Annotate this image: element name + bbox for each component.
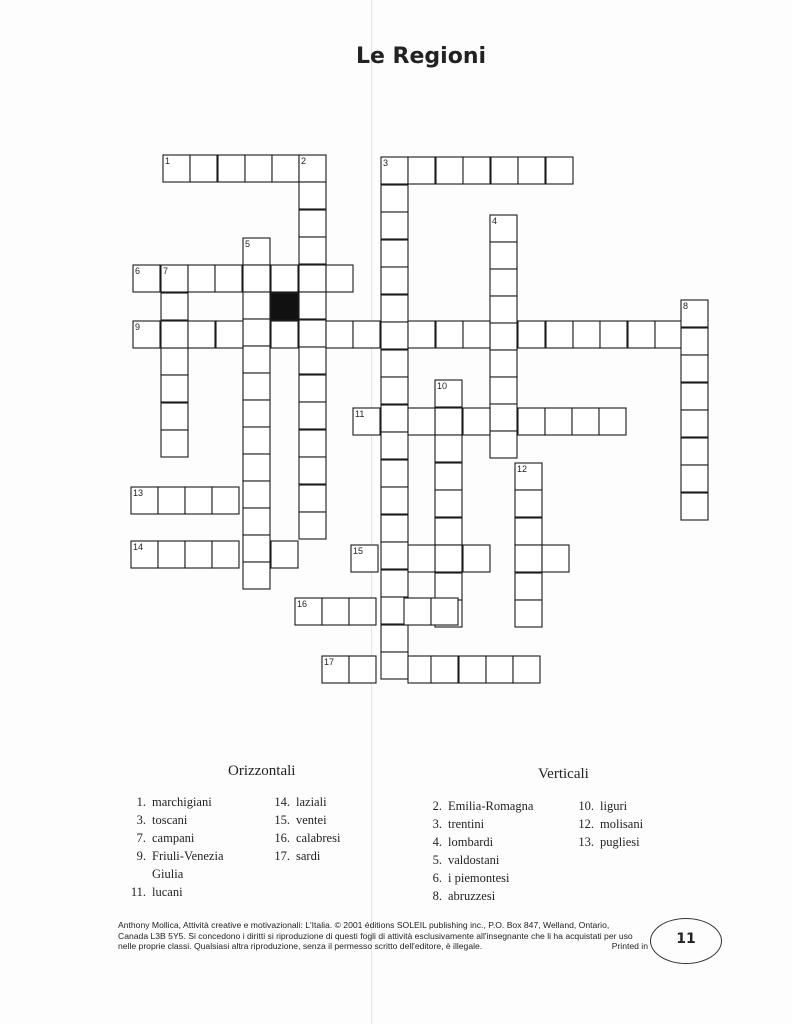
clue-number-label: 6. [432, 871, 442, 885]
grid-cell [655, 321, 682, 348]
grid-cell [681, 410, 708, 437]
grid-cell [161, 293, 188, 320]
grid-cell [212, 487, 239, 514]
page-title: Le Regioni [355, 44, 487, 69]
grid-cell [381, 322, 408, 349]
clue-number-label: 9. [136, 849, 146, 863]
orizzontali-clues-col1 [126, 793, 224, 901]
clue-answer: i piemontesi [448, 871, 510, 885]
verticali-clues-col1 [422, 797, 533, 905]
grid-cell [381, 350, 408, 377]
grid-cell [681, 493, 708, 520]
clue-answer: laziali [296, 795, 327, 809]
orizzontali-heading: Orizzontali [228, 763, 296, 779]
clue-number-label: 8. [432, 889, 442, 903]
grid-cell [381, 240, 408, 267]
grid-cell [599, 408, 626, 435]
grid-cell [515, 573, 542, 600]
verticali-clue [422, 833, 533, 851]
grid-cell [353, 321, 380, 348]
clue-number: 2 [301, 156, 307, 166]
grid-cell [490, 323, 517, 350]
clue-answer: Friuli-Venezia [152, 849, 224, 863]
grid-cell [299, 430, 326, 457]
clue-answer: campani [152, 831, 195, 845]
grid-cell [243, 481, 270, 508]
clue-number-label: 16. [274, 831, 290, 845]
grid-cell [243, 265, 270, 292]
grid-cell [381, 405, 408, 432]
grid-cell [436, 157, 463, 184]
grid-cell [271, 321, 298, 348]
grid-cell [436, 321, 463, 348]
grid-cell [245, 155, 272, 182]
verticali-clue [422, 797, 533, 815]
clue-answer: pugliesi [600, 835, 640, 849]
verticali-clue [574, 797, 643, 815]
clue-number: 15 [353, 546, 364, 556]
grid-cell [408, 545, 435, 572]
clue-number: 16 [297, 599, 308, 609]
grid-cell [490, 404, 517, 431]
grid-cell [681, 383, 708, 410]
grid-cell [491, 157, 518, 184]
grid-cell [381, 460, 408, 487]
orizzontali-clue [126, 793, 224, 811]
grid-cell [431, 598, 458, 625]
grid-cell [431, 656, 458, 683]
orizzontali-clue [126, 847, 224, 865]
grid-cell [490, 296, 517, 323]
grid-cell [218, 155, 245, 182]
clue-number: 1 [165, 156, 171, 166]
orizzontali-clue [126, 865, 224, 883]
grid-cell [542, 545, 569, 572]
grid-cell [435, 490, 462, 517]
verticali-clue [422, 851, 533, 869]
clue-number-label: 17. [274, 849, 290, 863]
grid-cell [322, 598, 349, 625]
clue-answer: lombardi [448, 835, 494, 849]
grid-cell [681, 438, 708, 465]
grid-cell [161, 375, 188, 402]
orizzontali-clues-col2 [270, 793, 340, 865]
grid-cell [243, 346, 270, 373]
grid-cell [299, 210, 326, 237]
grid-cell [326, 321, 353, 348]
clue-answer: abruzzesi [448, 889, 496, 903]
grid-cell [381, 267, 408, 294]
grid-cell [381, 432, 408, 459]
grid-cell [572, 408, 599, 435]
grid-cell [158, 487, 185, 514]
grid-cell [215, 265, 242, 292]
clue-number: 8 [683, 301, 689, 311]
clue-answer: valdostani [448, 853, 500, 867]
clue-answer: liguri [600, 799, 628, 813]
clue-answer: trentini [448, 817, 485, 831]
clue-answer: lucani [152, 885, 183, 899]
grid-cell [435, 545, 462, 572]
grid-cell [188, 265, 215, 292]
clue-number-label: 12. [578, 817, 594, 831]
verticali-clues-col2 [574, 797, 643, 851]
grid-cell [435, 573, 462, 600]
grid-cell [408, 408, 435, 435]
grid-cell [243, 400, 270, 427]
orizzontali-clue [270, 811, 340, 829]
grid-cell [161, 321, 188, 348]
copyright-footer [118, 920, 648, 952]
grid-cell [381, 295, 408, 322]
grid-cell [490, 269, 517, 296]
clue-number-label [126, 865, 152, 883]
orizzontali-clue [126, 811, 224, 829]
clue-number-label: 15. [274, 813, 290, 827]
clue-answer: sardi [296, 849, 321, 863]
grid-cell [515, 600, 542, 627]
grid-cell [271, 541, 298, 568]
grid-cell [600, 321, 627, 348]
grid-cell [243, 292, 270, 319]
clue-number-label: 13. [578, 835, 594, 849]
footer-printed-in: Printed in [611, 941, 648, 951]
clue-number: 11 [355, 409, 365, 419]
grid-cell [515, 490, 542, 517]
clue-number: 5 [245, 239, 251, 249]
verticali-clue [422, 887, 533, 905]
clue-answer: molisani [600, 817, 644, 831]
grid-cell [188, 321, 215, 348]
grid-cell [408, 321, 435, 348]
grid-cell [185, 487, 212, 514]
grid-cell [381, 625, 408, 652]
orizzontali-clue [270, 793, 340, 811]
grid-cell [299, 320, 326, 347]
grid-cell [381, 212, 408, 239]
grid-cell [681, 465, 708, 492]
grid-cell [299, 457, 326, 484]
orizzontali-clue [126, 829, 224, 847]
clue-answer: toscani [152, 813, 188, 827]
grid-cell [518, 408, 545, 435]
grid-cell [628, 321, 655, 348]
grid-cell [435, 463, 462, 490]
grid-cell [299, 512, 326, 539]
grid-cell [272, 155, 299, 182]
grid-cell [381, 487, 408, 514]
orizzontali-clue [270, 847, 340, 865]
grid-cell [381, 377, 408, 404]
grid-cell [518, 157, 545, 184]
grid-cell [190, 155, 217, 182]
grid-cell [299, 402, 326, 429]
grid-cell [185, 541, 212, 568]
black-grid-cell [271, 293, 298, 320]
clue-number: 7 [163, 266, 169, 276]
grid-cell [299, 375, 326, 402]
grid-cell [299, 347, 326, 374]
clue-number: 4 [492, 216, 498, 226]
grid-cell [435, 435, 462, 462]
page-number: 11 [676, 931, 696, 947]
grid-cell [243, 508, 270, 535]
grid-cell [515, 518, 542, 545]
verticali-clue [574, 833, 643, 851]
verticali-clue [574, 815, 643, 833]
clue-number: 17 [324, 657, 335, 667]
footer-line: Canada L3B 5Y5. Si concedono i diritti si riproduzione di questi fogli di attività esclusivamente all'insegnante che li ha acquistati per uso [118, 930, 633, 941]
clue-answer: Emilia-Romagna [448, 799, 534, 813]
grid-cell [573, 321, 600, 348]
grid-cell [546, 157, 573, 184]
grid-cell [513, 656, 540, 683]
clue-number: 12 [517, 464, 528, 474]
grid-cell [490, 377, 517, 404]
grid-cell [490, 242, 517, 269]
grid-cell [243, 535, 270, 562]
grid-cell [243, 562, 270, 589]
clue-answer: marchigiani [152, 795, 212, 809]
grid-cell [381, 185, 408, 212]
footer-line: nelle proprie classi. Qualsiasi altra riproduzione, senza il permesso scritto dell'editore, è illegale. [118, 941, 483, 951]
grid-cell [216, 321, 243, 348]
grid-cell [518, 321, 545, 348]
clue-number-label: 5. [432, 853, 442, 867]
grid-cell [515, 545, 542, 572]
grid-cell [463, 408, 490, 435]
grid-cell [408, 157, 435, 184]
grid-cell [463, 157, 490, 184]
grid-cell [381, 570, 408, 597]
clue-answer: calabresi [296, 831, 341, 845]
grid-cell [545, 408, 572, 435]
grid-cell [681, 328, 708, 355]
clue-number: 3 [383, 158, 389, 168]
clue-answer: ventei [296, 813, 327, 827]
grid-cell [161, 430, 188, 457]
grid-cell [463, 321, 490, 348]
grid-cell [349, 656, 376, 683]
grid-cell [326, 265, 353, 292]
grid-cell [435, 408, 462, 435]
grid-cell [158, 541, 185, 568]
page-number-oval [650, 918, 722, 964]
clue-number: 13 [133, 488, 144, 498]
orizzontali-clue [126, 883, 224, 901]
clue-number-label: 3. [136, 813, 146, 827]
grid-cell [349, 598, 376, 625]
grid-cell [486, 656, 513, 683]
grid-cell [299, 292, 326, 319]
grid-cell [404, 598, 431, 625]
grid-cell [299, 182, 326, 209]
grid-cell [243, 373, 270, 400]
clue-number: 6 [135, 266, 141, 276]
verticali-clue [422, 815, 533, 833]
clue-number-label: 2. [432, 799, 442, 813]
clue-number-label: 14. [274, 795, 290, 809]
grid-cell [212, 541, 239, 568]
clue-number-label: 1. [136, 795, 146, 809]
grid-cell [490, 431, 517, 458]
grid-cell [459, 656, 486, 683]
grid-cell [381, 652, 408, 679]
grid-cell [681, 355, 708, 382]
clue-number-label: 10. [578, 799, 594, 813]
clue-number-label: 3. [432, 817, 442, 831]
grid-cell [243, 319, 270, 346]
verticali-clue [422, 869, 533, 887]
clue-number-label: 11. [130, 885, 146, 899]
footer-line: Anthony Mollica, Attività creative e motivazionali: L'Italia. © 2001 éditions SOLEIL publishing inc., P.O. Box 847, Welland, Ontario, [118, 920, 610, 930]
grid-cell [463, 545, 490, 572]
clue-number: 10 [437, 381, 448, 391]
grid-cell [243, 454, 270, 481]
orizzontali-clue [270, 829, 340, 847]
grid-cell [435, 518, 462, 545]
grid-cell [299, 265, 326, 292]
clue-number-label: 4. [432, 835, 442, 849]
clue-number: 14 [133, 542, 144, 552]
clue-number-label: 7. [136, 831, 146, 845]
grid-cell [161, 348, 188, 375]
grid-cell [271, 265, 298, 292]
grid-cell [546, 321, 573, 348]
clue-number: 9 [135, 322, 141, 332]
grid-cell [161, 403, 188, 430]
grid-cell [243, 427, 270, 454]
grid-cell [381, 515, 408, 542]
grid-cell [299, 485, 326, 512]
grid-cell [490, 350, 517, 377]
grid-cell [381, 542, 408, 569]
clue-answer: Giulia [152, 867, 184, 881]
grid-cell [299, 237, 326, 264]
verticali-heading: Verticali [538, 766, 589, 782]
